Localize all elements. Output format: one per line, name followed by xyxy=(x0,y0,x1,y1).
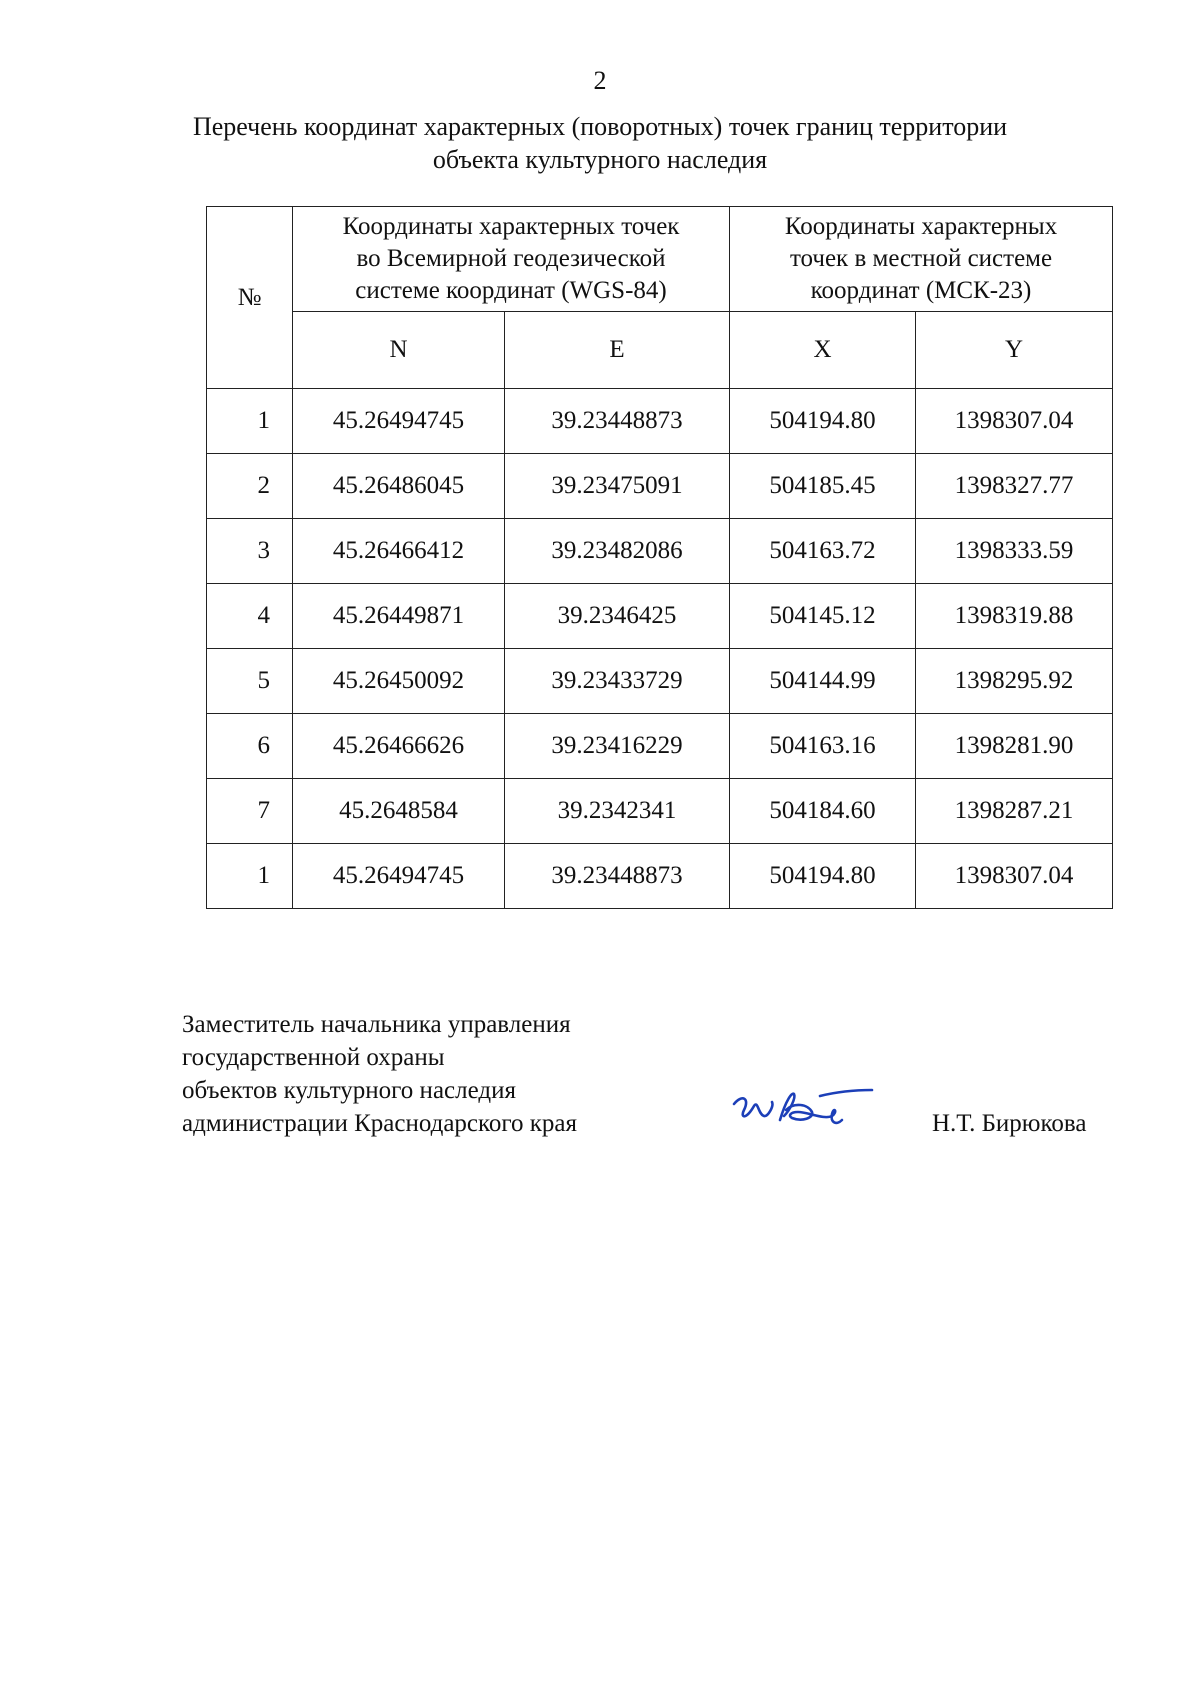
point-number: 5 xyxy=(207,649,293,714)
column-header-e: E xyxy=(505,312,730,389)
table-row xyxy=(207,519,1113,584)
coord-y: 1398319.88 xyxy=(916,584,1113,649)
column-header-y: Y xyxy=(916,312,1113,389)
coordinates-table xyxy=(206,206,1113,909)
page-number: 2 xyxy=(593,66,607,95)
document-title xyxy=(150,110,1050,176)
table-row xyxy=(207,389,1113,454)
coord-n: 45.26486045 xyxy=(293,454,505,519)
coord-n: 45.26494745 xyxy=(293,844,505,909)
coord-n: 45.26449871 xyxy=(293,584,505,649)
point-number: 1 xyxy=(207,844,293,909)
coord-y: 1398287.21 xyxy=(916,779,1113,844)
coord-e: 39.23482086 xyxy=(505,519,730,584)
msk23-header-line-1: Координаты характерных xyxy=(784,213,1058,240)
coord-y: 1398281.90 xyxy=(916,714,1113,779)
title-line-2: объекта культурного наследия xyxy=(432,145,768,174)
coord-x: 504185.45 xyxy=(730,454,916,519)
position-line-3: объектов культурного наследия xyxy=(182,1077,516,1104)
msk23-group-header xyxy=(730,207,1113,312)
column-header-n: N xyxy=(293,312,505,389)
msk23-header-line-2: точек в местной системе xyxy=(789,245,1053,272)
coord-e: 39.2342341 xyxy=(505,779,730,844)
coord-n: 45.2648584 xyxy=(293,779,505,844)
table-row xyxy=(207,779,1113,844)
title-line-1: Перечень координат характерных (поворотных) точек границ территории xyxy=(192,112,1008,141)
coord-n: 45.26466626 xyxy=(293,714,505,779)
point-number: 7 xyxy=(207,779,293,844)
signature-stroke xyxy=(786,1105,842,1123)
position-line-1: Заместитель начальника управления xyxy=(182,1011,571,1038)
position-line-4: администрации Краснодарского края xyxy=(182,1110,578,1137)
table-row xyxy=(207,454,1113,519)
signature-stroke xyxy=(734,1098,772,1116)
coord-x: 504145.12 xyxy=(730,584,916,649)
coord-x: 504184.60 xyxy=(730,779,916,844)
point-number: 6 xyxy=(207,714,293,779)
coord-y: 1398333.59 xyxy=(916,519,1113,584)
coord-e: 39.23475091 xyxy=(505,454,730,519)
coord-y: 1398327.77 xyxy=(916,454,1113,519)
signatory-position xyxy=(182,1008,577,1140)
coord-y: 1398307.04 xyxy=(916,844,1113,909)
point-number: 1 xyxy=(207,389,293,454)
coord-n: 45.26450092 xyxy=(293,649,505,714)
coord-e: 39.23448873 xyxy=(505,389,730,454)
number-column-header: № xyxy=(207,207,293,389)
coord-e: 39.2346425 xyxy=(505,584,730,649)
coord-y: 1398307.04 xyxy=(916,389,1113,454)
point-number: 4 xyxy=(207,584,293,649)
msk23-header-line-3: координат (МСК-23) xyxy=(810,277,1032,304)
coord-n: 45.26494745 xyxy=(293,389,505,454)
wgs84-header-line-2: во Всемирной геодезической xyxy=(356,245,666,272)
wgs84-header-line-3: системе координат (WGS-84) xyxy=(355,277,667,304)
wgs84-header-line-1: Координаты характерных точек xyxy=(342,213,680,240)
table-row xyxy=(207,844,1113,909)
coord-y: 1398295.92 xyxy=(916,649,1113,714)
coord-x: 504194.80 xyxy=(730,844,916,909)
coord-n: 45.26466412 xyxy=(293,519,505,584)
signature-stroke xyxy=(820,1090,872,1096)
table-row xyxy=(207,584,1113,649)
point-number: 2 xyxy=(207,454,293,519)
table-row xyxy=(207,649,1113,714)
coord-x: 504194.80 xyxy=(730,389,916,454)
position-line-2: государственной охраны xyxy=(182,1044,445,1071)
handwritten-signature xyxy=(728,1080,878,1140)
wgs84-group-header xyxy=(293,207,730,312)
signer-name: Н.Т. Бирюкова xyxy=(932,1110,1087,1137)
coord-e: 39.23416229 xyxy=(505,714,730,779)
coord-x: 504163.16 xyxy=(730,714,916,779)
table-row xyxy=(207,714,1113,779)
coord-e: 39.23433729 xyxy=(505,649,730,714)
column-header-x: X xyxy=(730,312,916,389)
coord-e: 39.23448873 xyxy=(505,844,730,909)
coord-x: 504144.99 xyxy=(730,649,916,714)
coord-x: 504163.72 xyxy=(730,519,916,584)
point-number: 3 xyxy=(207,519,293,584)
